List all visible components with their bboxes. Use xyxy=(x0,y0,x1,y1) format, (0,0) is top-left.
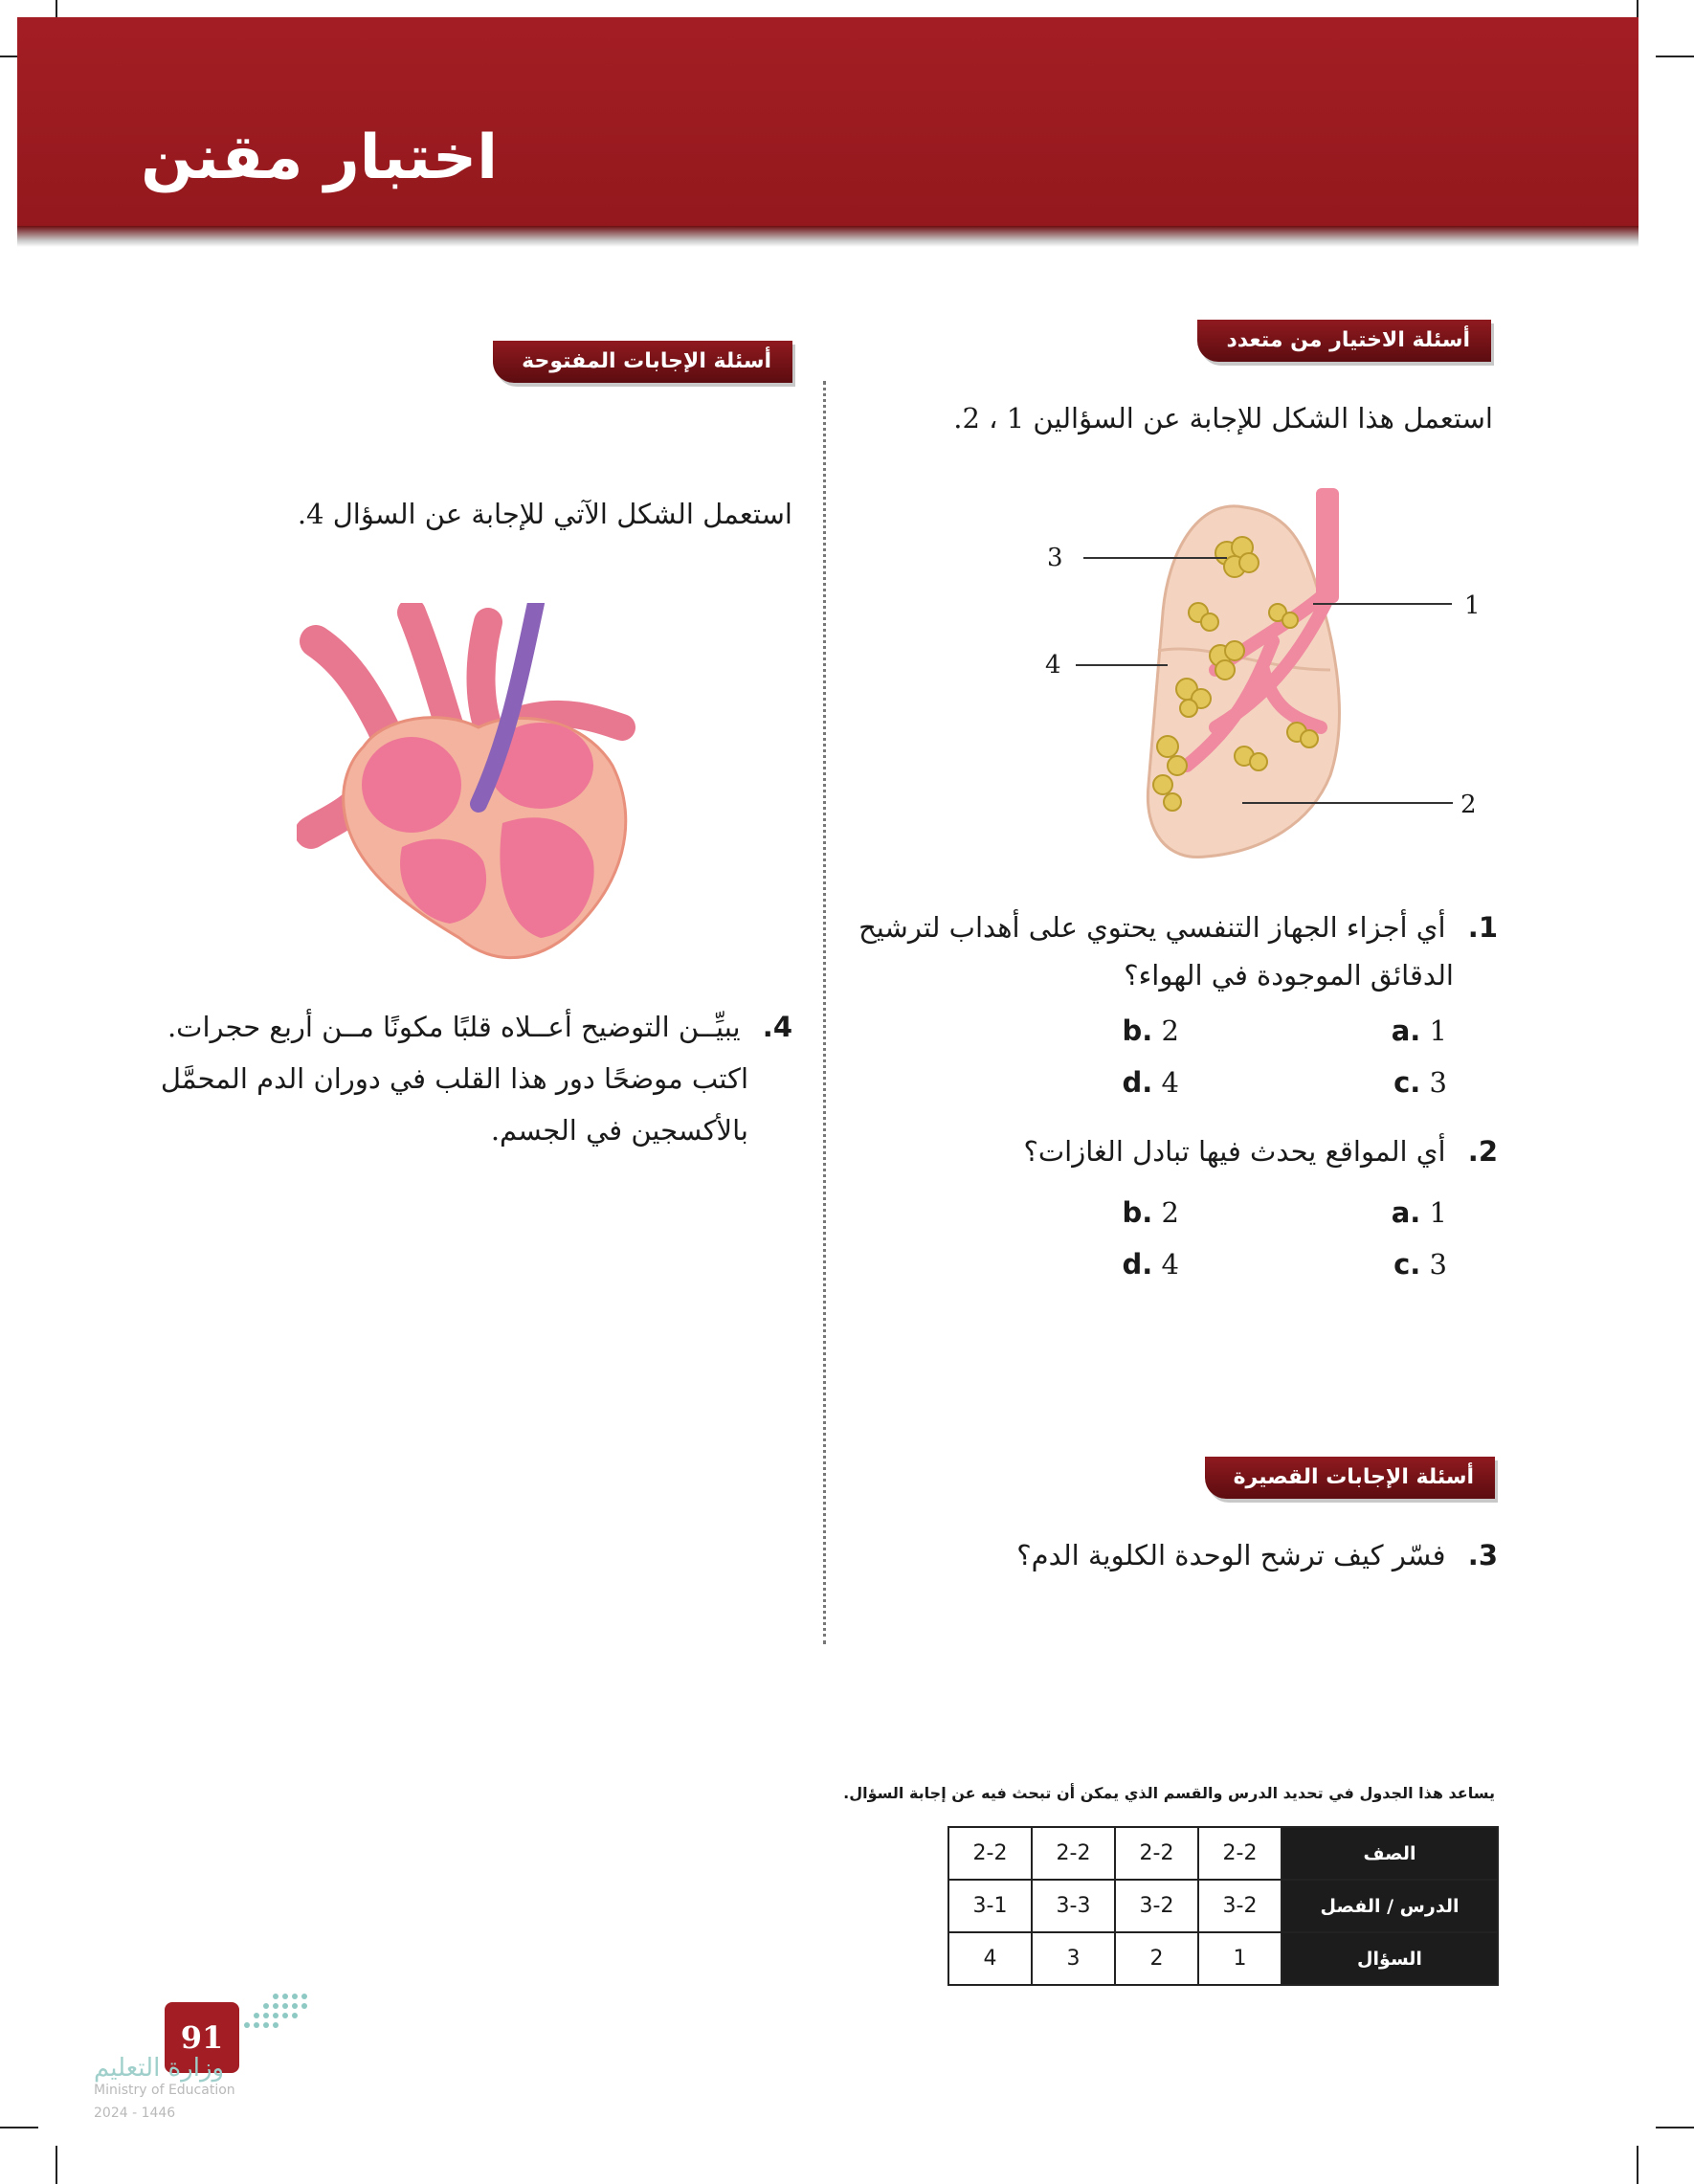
answer-option[interactable] xyxy=(1393,1066,1447,1099)
header-banner-shadow xyxy=(17,226,1638,247)
question-text-line: بالأكسجين في الجسم. xyxy=(490,1114,748,1147)
reference-table xyxy=(947,1826,1499,1986)
question-text-line: اكتب موضحًا دور هذا القلب في دوران الدم المحمَّل xyxy=(160,1062,748,1095)
option-letter: a. xyxy=(1391,1196,1421,1229)
crop-mark xyxy=(1656,2127,1694,2128)
section-tag-short-answer: أسئلة الإجابات القصيرة xyxy=(1205,1457,1495,1499)
question-text-line: يبيِّــن التوضيح أعــلاه قلبًا مكونًا مــن أربع حجرات. xyxy=(167,1011,741,1043)
mc-intro: استعمل هذا الشكل للإجابة عن السؤالين 1 ، 2. xyxy=(953,402,1493,435)
question-2 xyxy=(790,1135,1498,1168)
option-value: 2 xyxy=(1161,1014,1179,1047)
table-cell: 3-3 xyxy=(1032,1880,1115,1932)
section-tag-multiple-choice: أسئلة الاختيار من متعدد xyxy=(1197,320,1491,362)
question-number: 3. xyxy=(1467,1539,1498,1571)
question-text-line: الدقائق الموجودة في الهواء؟ xyxy=(1124,959,1454,992)
option-letter: c. xyxy=(1393,1248,1421,1281)
figure-label-1: 1 xyxy=(1464,591,1481,620)
crop-mark xyxy=(1637,2146,1638,2184)
table-cell: 2-2 xyxy=(948,1827,1032,1880)
lung-figure xyxy=(1129,479,1369,871)
question-text-line: أي أجزاء الجهاز التنفسي يحتوي على أهداب لترشيح xyxy=(858,911,1446,944)
answer-option[interactable] xyxy=(1393,1248,1447,1281)
table-cell: 3-2 xyxy=(1115,1880,1198,1932)
reference-note: يساعد هذا الجدول في تحديد الدرس والقسم الذي يمكن أن تبحث فيه عن إجابة السؤال. xyxy=(843,1784,1495,1802)
table-cell: 2 xyxy=(1115,1932,1198,1985)
table-row xyxy=(948,1827,1498,1880)
table-row xyxy=(948,1880,1498,1932)
crop-mark xyxy=(0,2127,38,2128)
answer-option[interactable] xyxy=(1123,1248,1179,1281)
row-header: الصف xyxy=(1282,1827,1498,1880)
option-value: 1 xyxy=(1429,1196,1447,1229)
row-header: الدرس / الفصل xyxy=(1282,1880,1498,1932)
question-text: أي المواقع يحدث فيها تبادل الغازات؟ xyxy=(1023,1135,1446,1168)
option-letter: d. xyxy=(1122,1066,1153,1099)
figure-label-4: 4 xyxy=(1045,651,1061,680)
page-number: 91 xyxy=(165,2002,239,2073)
crop-mark xyxy=(1656,56,1694,57)
leader-line-1 xyxy=(1313,603,1452,605)
option-value: 4 xyxy=(1161,1248,1179,1281)
question-number: 2. xyxy=(1467,1135,1498,1168)
answer-option[interactable] xyxy=(1123,1014,1179,1047)
edition-year: 2024 - 1446 xyxy=(94,2106,176,2121)
figure-label-3: 3 xyxy=(1047,544,1063,572)
trachea xyxy=(1316,488,1339,603)
question-number: 1. xyxy=(1467,911,1498,944)
section-tag-open-response: أسئلة الإجابات المفتوحة xyxy=(493,341,792,383)
table-cell: 2-2 xyxy=(1198,1827,1282,1880)
heart-figure xyxy=(297,603,651,967)
right-atrium xyxy=(362,737,461,833)
ministry-name-english: Ministry of Education xyxy=(94,2083,235,2098)
option-letter: c. xyxy=(1393,1066,1421,1099)
table-cell: 2-2 xyxy=(1032,1827,1115,1880)
ministry-name-arabic: وزارة التعليم xyxy=(94,2054,225,2083)
option-value: 2 xyxy=(1161,1196,1179,1229)
option-value: 3 xyxy=(1429,1066,1447,1099)
option-value: 4 xyxy=(1161,1066,1179,1099)
table-cell: 4 xyxy=(948,1932,1032,1985)
figure-label-2: 2 xyxy=(1460,791,1477,819)
aortic-arch xyxy=(412,613,488,727)
right-ventricle xyxy=(400,839,486,924)
table-row xyxy=(948,1932,1498,1985)
table-cell: 1 xyxy=(1198,1932,1282,1985)
page-title: اختبار مقنن xyxy=(141,123,498,193)
table-cell: 2-2 xyxy=(1115,1827,1198,1880)
option-value: 3 xyxy=(1429,1248,1447,1281)
table-cell: 3-2 xyxy=(1198,1880,1282,1932)
answer-option[interactable] xyxy=(1392,1014,1447,1047)
leader-line-3 xyxy=(1083,557,1227,559)
option-value: 1 xyxy=(1429,1014,1447,1047)
column-divider xyxy=(823,381,826,1644)
answer-option[interactable] xyxy=(1392,1196,1447,1229)
row-header: السؤال xyxy=(1282,1932,1498,1985)
table-cell: 3-1 xyxy=(948,1880,1032,1932)
crop-mark xyxy=(56,2146,57,2184)
question-1 xyxy=(790,903,1498,999)
table-cell: 3 xyxy=(1032,1932,1115,1985)
open-intro: استعمل الشكل الآتي للإجابة عن السؤال 4. xyxy=(297,498,792,530)
answer-option[interactable] xyxy=(1123,1196,1179,1229)
question-number: 4. xyxy=(762,1011,792,1043)
answer-option[interactable] xyxy=(1123,1066,1179,1099)
question-4 xyxy=(103,1001,792,1156)
question-3 xyxy=(790,1539,1498,1571)
option-letter: b. xyxy=(1122,1014,1153,1047)
option-letter: d. xyxy=(1122,1248,1153,1281)
leader-line-4 xyxy=(1076,664,1168,666)
leader-line-2 xyxy=(1242,802,1453,804)
option-letter: a. xyxy=(1391,1014,1421,1047)
option-letter: b. xyxy=(1122,1196,1153,1229)
question-text: فسّر كيف ترشح الوحدة الكلوية الدم؟ xyxy=(1016,1539,1446,1571)
